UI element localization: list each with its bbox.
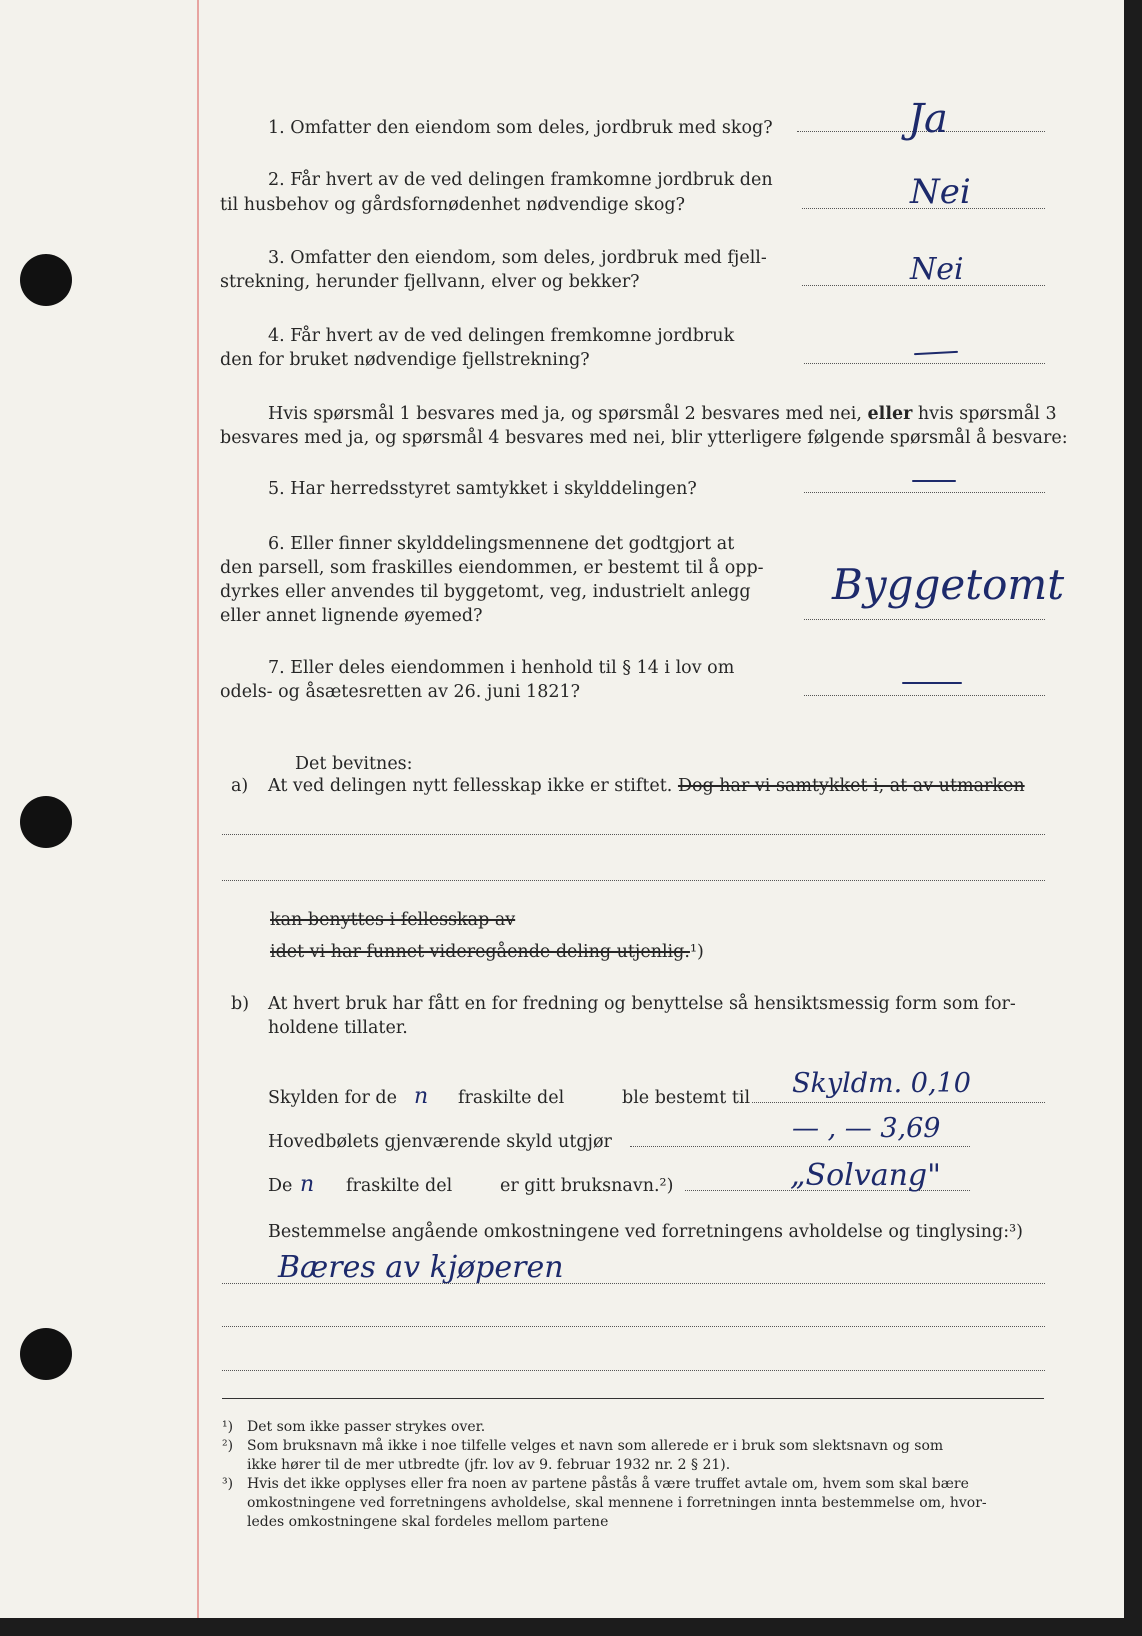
answer-line-4	[804, 363, 1045, 364]
margin-line	[197, 0, 199, 1618]
answer-5-dash	[912, 480, 956, 482]
footnote-1-mark: ¹)	[222, 1419, 234, 1435]
bruksnavn-label-3: er gitt bruksnavn.²)	[500, 1176, 674, 1196]
question-2-line-1: 2. Får hvert av de ved delingen framkomne jordbruk den	[268, 170, 773, 190]
attestation-blank-line-2	[222, 880, 1045, 881]
question-4-line-1: 4. Får hvert av de ved delingen fremkomne jordbruk	[268, 326, 735, 346]
question-3-line-2: strekning, herunder fjellvann, elver og bekker?	[220, 272, 640, 292]
skyld-value-line	[752, 1102, 1045, 1103]
question-6-line-4: eller annet lignende øyemed?	[220, 606, 483, 626]
question-7-line-1: 7. Eller deles eiendommen i henhold til § 14 i lov om	[268, 658, 735, 678]
question-6-line-1: 6. Eller finner skylddelingsmennene det godtgjort at	[268, 534, 735, 554]
attestation-heading: Det bevitnes:	[295, 754, 413, 774]
attestation-struck-line-1: kan benyttes i fellesskap av	[270, 910, 516, 930]
bruksnavn-value: „Solvang"	[790, 1158, 941, 1193]
question-4-line-2: den for bruket nødvendige fjellstrekning?	[220, 350, 590, 370]
punch-hole-middle	[20, 796, 72, 848]
conditional-line-2: besvares med ja, og spørsmål 4 besvares med nei, blir ytterligere følgende spørsmål å besvare:	[220, 428, 1068, 448]
footnote-3-line-2: omkostningene ved forretningens avholdelse, skal mennene i forretningen innta bestemmelse om, hvor-	[247, 1495, 987, 1511]
attestation-struck-line-2: idet vi har funnet videregående deling utjenlig.	[270, 942, 690, 962]
answer-line-5	[804, 492, 1045, 493]
attestation-b-label: b)	[231, 994, 250, 1014]
attestation-struck-line-2-wrap	[270, 940, 704, 964]
footnote-2-line-1: Som bruksnavn må ikke i noe tilfelle velges et navn som allerede er i bruk som slektsnavn og som	[247, 1438, 944, 1454]
skyld-label-2: fraskilte del	[458, 1088, 565, 1108]
attestation-b-line-2: holdene tillater.	[268, 1018, 408, 1038]
question-7-line-2: odels- og åsætesretten av 26. juni 1821?	[220, 682, 580, 702]
attestation-a-label: a)	[231, 776, 249, 796]
answer-7-dash	[902, 682, 962, 684]
question-3-line-1: 3. Omfatter den eiendom, som deles, jordbruk med fjell-	[268, 248, 767, 268]
attestation-a-main: At ved delingen nytt fellesskap ikke er stiftet.	[268, 776, 673, 796]
answer-4-dash	[914, 351, 958, 355]
costs-label: Bestemmelse angående omkostningene ved forretningens avholdelse og tinglysing:³)	[268, 1222, 1023, 1242]
answer-line-6	[804, 619, 1045, 620]
attestation-a-struck: Dog har vi samtykket i, at av utmarken	[677, 776, 1025, 796]
punch-hole-bottom	[20, 1328, 72, 1380]
footnote-2-mark: ²)	[222, 1438, 234, 1454]
footnote-3-line-1: Hvis det ikke opplyses eller fra noen av partene påstås å være truffet avtale om, hvem som skal bære	[247, 1476, 969, 1492]
footnote-separator	[222, 1398, 1044, 1399]
costs-line-1	[222, 1283, 1045, 1284]
footnote-3-mark: ³)	[222, 1476, 234, 1492]
question-5: 5. Har herredsstyret samtykket i skylddelingen?	[268, 479, 697, 499]
attestation-note-1: ¹)	[689, 942, 704, 962]
costs-line-3	[222, 1370, 1045, 1371]
question-6-line-2: den parsell, som fraskilles eiendommen, er bestemt til å opp-	[220, 558, 764, 578]
answer-1: Ja	[908, 96, 948, 142]
skyld-label-3: ble bestemt til	[622, 1088, 751, 1108]
question-1: 1. Omfatter den eiendom som deles, jordbruk med skog?	[268, 118, 773, 138]
costs-value: Bæres av kjøperen	[278, 1250, 564, 1285]
costs-line-2	[222, 1326, 1045, 1327]
attestation-a-text	[268, 774, 1025, 798]
footnote-2-line-2: ikke hører til de mer utbredte (jfr. lov av 9. februar 1932 nr. 2 § 21).	[247, 1457, 731, 1473]
skyld-handwritten-n-2: n	[300, 1172, 315, 1197]
footnote-3-line-3: ledes omkostningene skal fordeles mellom partene	[247, 1514, 609, 1530]
answer-line-7	[804, 695, 1045, 696]
bruksnavn-label-1: De	[268, 1176, 293, 1196]
attestation-blank-line-1	[222, 834, 1045, 835]
question-6-line-3: dyrkes eller anvendes til byggetomt, veg, industrielt anlegg	[220, 582, 751, 602]
remaining-skyld-line	[630, 1146, 970, 1147]
conditional-text-a: Hvis spørsmål 1 besvares med ja, og spørsmål 2 besvares med nei,	[268, 404, 862, 424]
skyld-label-1: Skylden for de	[268, 1088, 397, 1108]
conditional-text-eller: eller	[867, 404, 913, 424]
question-2-line-2: til husbehov og gårdsfornødenhet nødvendige skog?	[220, 195, 685, 215]
conditional-line-1	[268, 402, 1057, 426]
remaining-skyld-label: Hovedbølets gjenværende skyld utgjør	[268, 1132, 612, 1152]
answer-2: Nei	[910, 172, 971, 212]
answer-3: Nei	[910, 252, 964, 287]
skyld-value: Skyldm. 0,10	[792, 1068, 971, 1099]
bruksnavn-label-2: fraskilte del	[346, 1176, 453, 1196]
skyld-handwritten-n-1: n	[414, 1084, 429, 1109]
conditional-text-c: hvis spørsmål 3	[917, 404, 1057, 424]
footnote-1-line-1: Det som ikke passer strykes over.	[247, 1419, 486, 1435]
remaining-skyld-value: — , — 3,69	[792, 1113, 941, 1144]
answer-6: Byggetomt	[832, 560, 1065, 609]
punch-hole-top	[20, 254, 72, 306]
attestation-b-line-1: At hvert bruk har fått en for fredning og benyttelse så hensiktsmessig form som for-	[268, 994, 1016, 1014]
